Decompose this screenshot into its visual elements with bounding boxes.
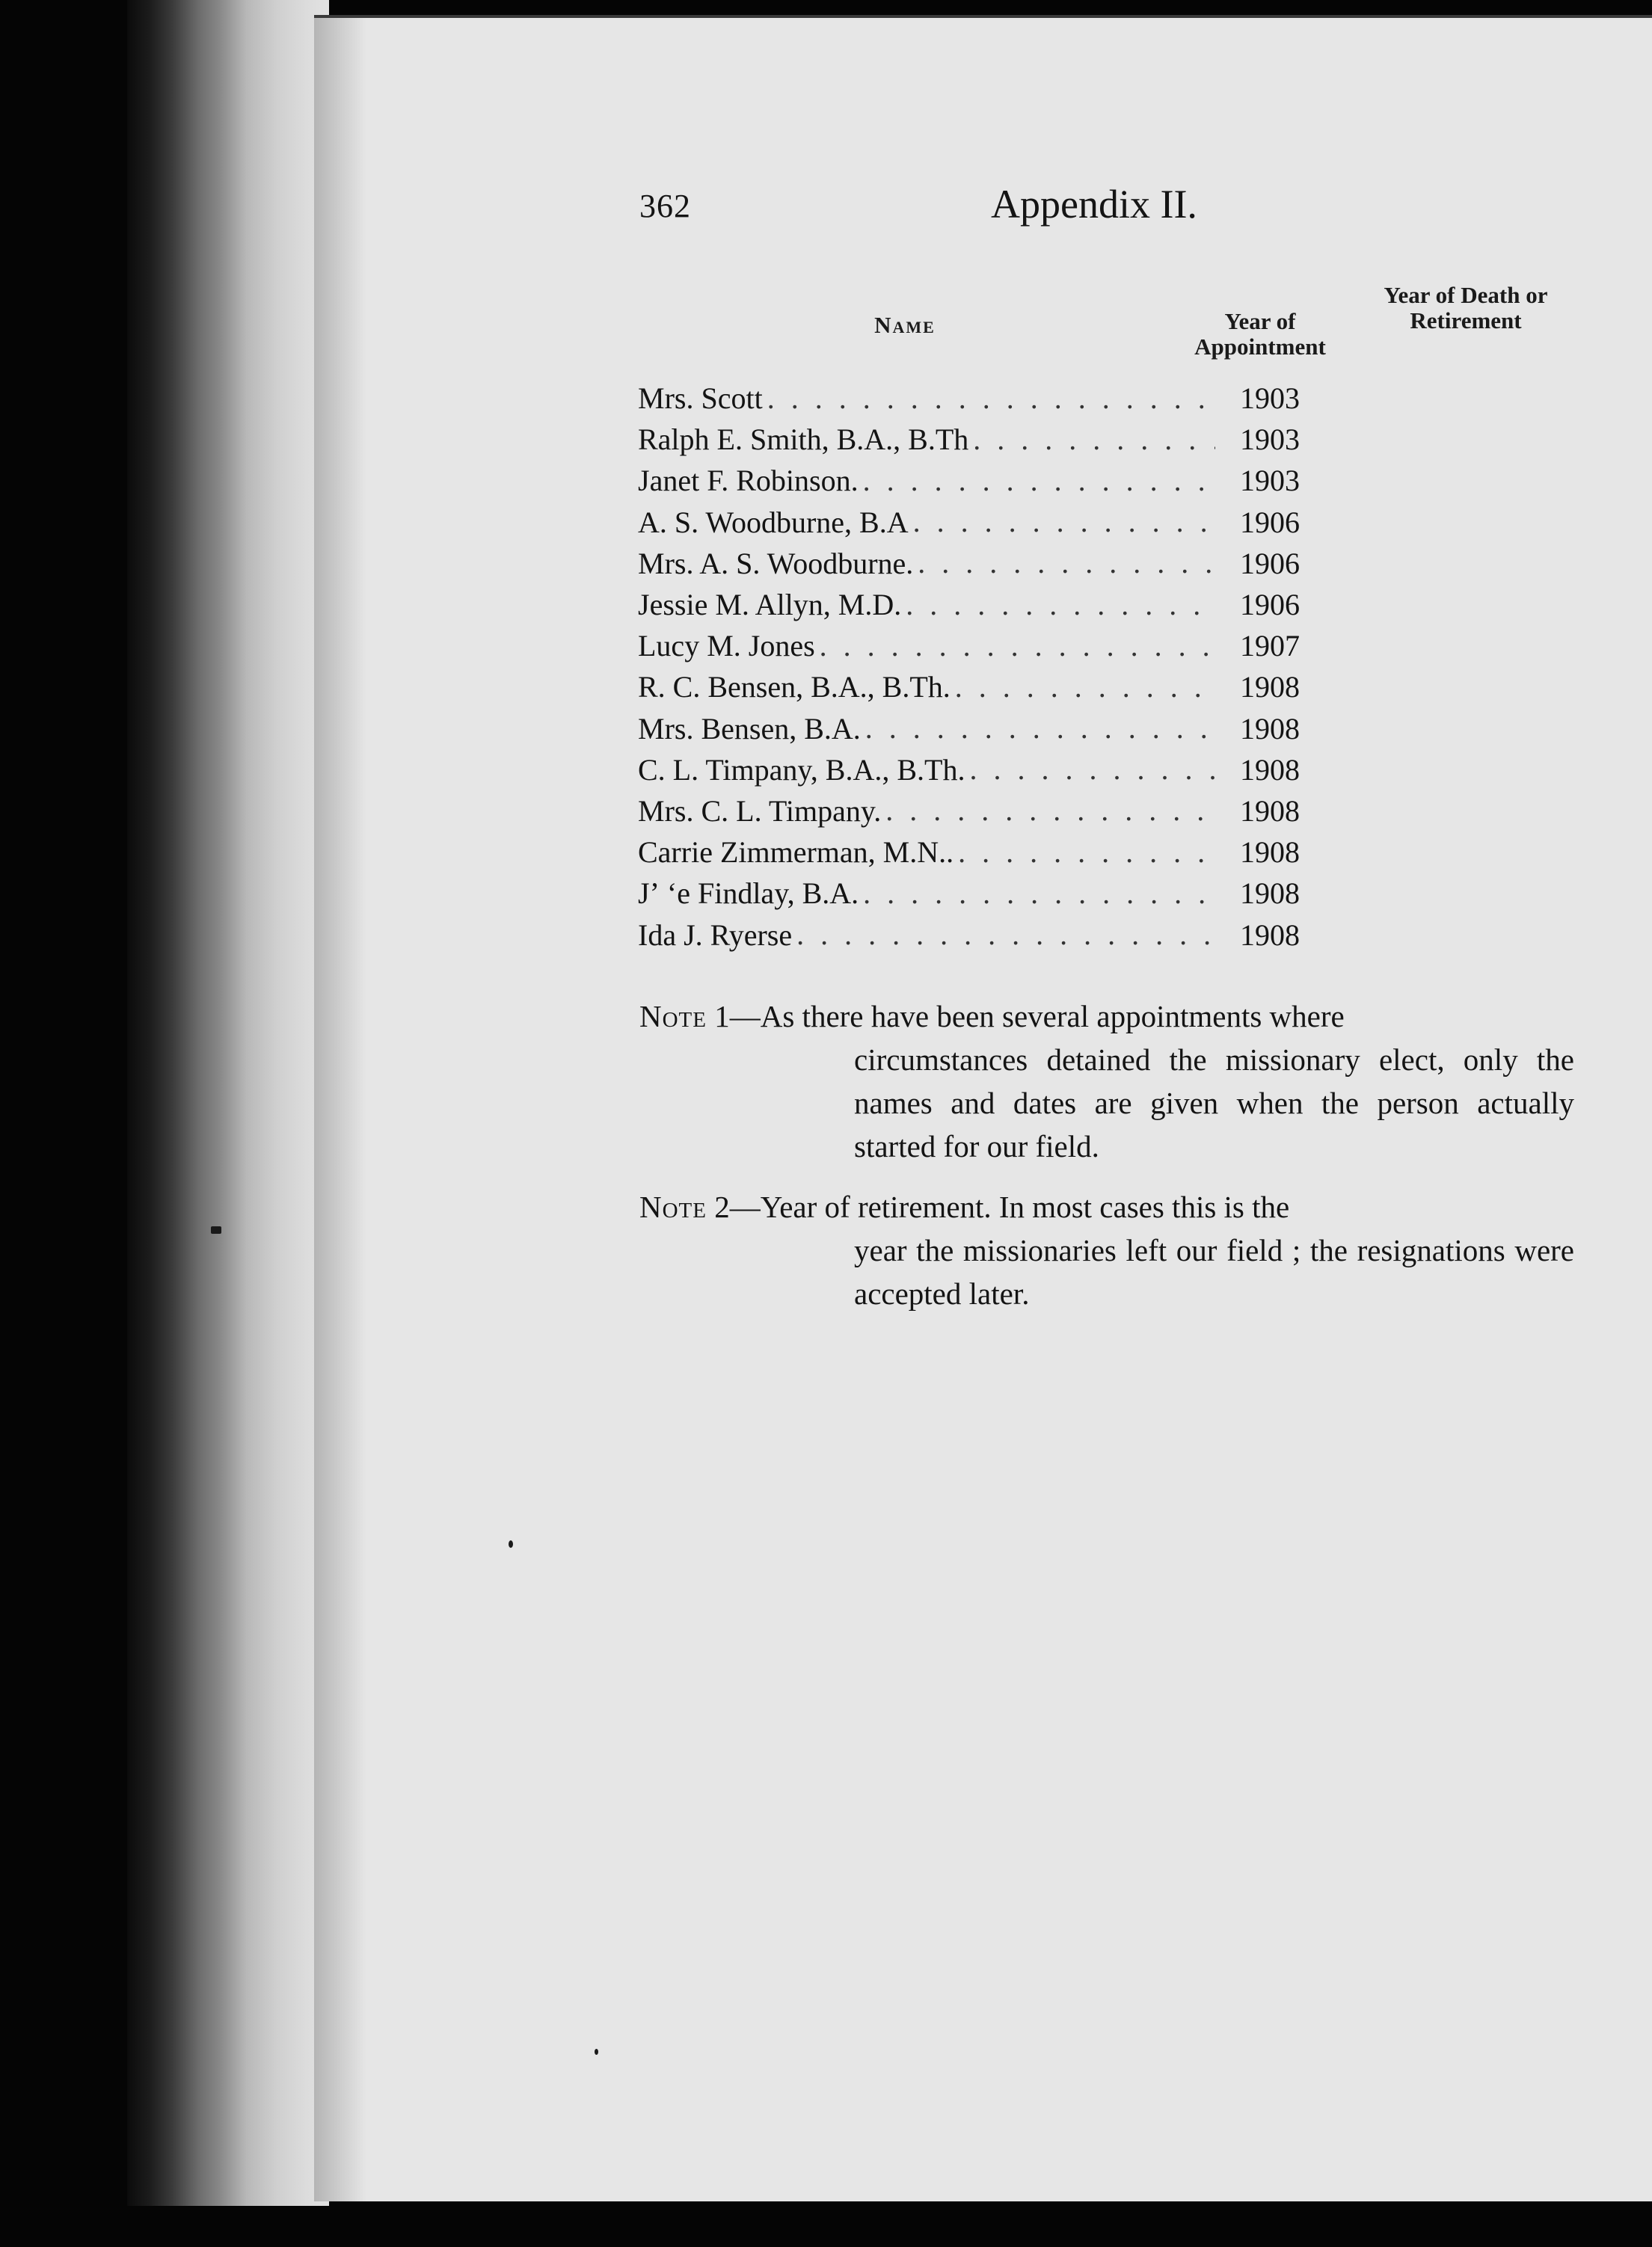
table-row (638, 584, 1311, 625)
missionary-table (638, 378, 1311, 956)
scan-speck (509, 1540, 513, 1548)
table-row (638, 708, 1311, 749)
row-name: Ida J. Ryerse (638, 917, 793, 952)
leader-dots (863, 463, 1215, 499)
note-1-body: circumstances detained the missionary elect, only the names and dates are given when the person actually started for our field. (854, 1042, 1574, 1164)
row-appointment-year: 1908 (1240, 793, 1300, 828)
row-name: Mrs. A. S. Woodburne. (638, 546, 914, 580)
note-2-body: year the missionaries left our field ; the resignations were accepted later. (854, 1233, 1574, 1311)
note-1-lead-line (639, 995, 1574, 1038)
row-appointment-year: 1907 (1240, 629, 1300, 663)
table-row (638, 914, 1311, 955)
table-row (638, 832, 1311, 873)
column-header-name: Name (874, 312, 936, 338)
table-row (638, 790, 1311, 832)
row-name: Janet F. Robinson. (638, 464, 859, 498)
table-row (638, 625, 1311, 666)
row-name: C. L. Timpany, B.A., B.Th. (638, 752, 965, 787)
leader-dots (973, 422, 1215, 458)
row-name: A. S. Woodburne, B.A (638, 505, 909, 539)
scan-speck (595, 2049, 598, 2055)
row-name: Ralph E. Smith, B.A., B.Th (638, 422, 969, 457)
row-name: Jessie M. Allyn, M.D. (638, 588, 902, 622)
table-row (638, 749, 1311, 790)
leader-dots (955, 669, 1215, 705)
leader-dots (796, 917, 1215, 953)
note-1-number: 1 (714, 999, 730, 1033)
scan-speck (211, 1226, 221, 1234)
note-2-lead-line (639, 1185, 1574, 1229)
table-row (638, 543, 1311, 584)
row-name: Mrs. C. L. Timpany. (638, 793, 882, 828)
table-row (638, 419, 1311, 460)
row-name: Mrs. Scott (638, 381, 763, 416)
row-appointment-year: 1906 (1240, 588, 1300, 622)
row-appointment-year: 1903 (1240, 422, 1300, 457)
row-name: R. C. Bensen, B.A., B.Th. (638, 670, 951, 704)
leader-dots (913, 504, 1215, 540)
gutter-shadow (314, 18, 366, 2201)
column-header-retirement: Year of Death or Retirement (1384, 282, 1548, 333)
table-row (638, 666, 1311, 707)
page-number: 362 (639, 188, 691, 224)
leader-dots (906, 587, 1215, 623)
note-2 (639, 1185, 1574, 1315)
row-name: Lucy M. Jones (638, 629, 815, 663)
row-appointment-year: 1908 (1240, 711, 1300, 746)
leader-dots (969, 751, 1215, 787)
note-1-lead: —As there have been several appointments where (729, 999, 1345, 1033)
row-appointment-year: 1908 (1240, 752, 1300, 787)
leader-dots (863, 876, 1215, 912)
page-title: Appendix II. (991, 182, 1197, 227)
note-1-label: Note (639, 999, 707, 1033)
row-appointment-year: 1903 (1240, 381, 1300, 416)
page-edge-stack (127, 0, 329, 2206)
row-appointment-year: 1903 (1240, 464, 1300, 498)
row-appointment-year: 1906 (1240, 546, 1300, 580)
row-appointment-year: 1906 (1240, 505, 1300, 539)
note-2-lead: —Year of retirement. In most cases this is the (729, 1190, 1290, 1224)
table-row (638, 378, 1311, 419)
table-row (638, 502, 1311, 543)
leader-dots (885, 793, 1215, 829)
leader-dots (865, 710, 1215, 746)
leader-dots (767, 381, 1215, 416)
leader-dots (918, 545, 1215, 581)
column-header-appointment: Year of Appointment (1194, 308, 1326, 360)
row-name: Mrs. Bensen, B.A. (638, 711, 861, 746)
row-appointment-year: 1908 (1240, 835, 1300, 870)
leader-dots (820, 628, 1215, 664)
leader-dots (958, 834, 1215, 870)
row-appointment-year: 1908 (1240, 917, 1300, 952)
note-2-number: 2 (714, 1190, 730, 1224)
note-1 (639, 995, 1574, 1168)
table-row (638, 460, 1311, 501)
note-2-label: Note (639, 1190, 707, 1224)
row-name: Jʼ ʻe Findlay, B.A. (638, 876, 859, 911)
row-name: Carrie Zimmerman, M.N.. (638, 835, 954, 870)
row-appointment-year: 1908 (1240, 670, 1300, 704)
row-appointment-year: 1908 (1240, 876, 1300, 911)
table-row (638, 873, 1311, 914)
